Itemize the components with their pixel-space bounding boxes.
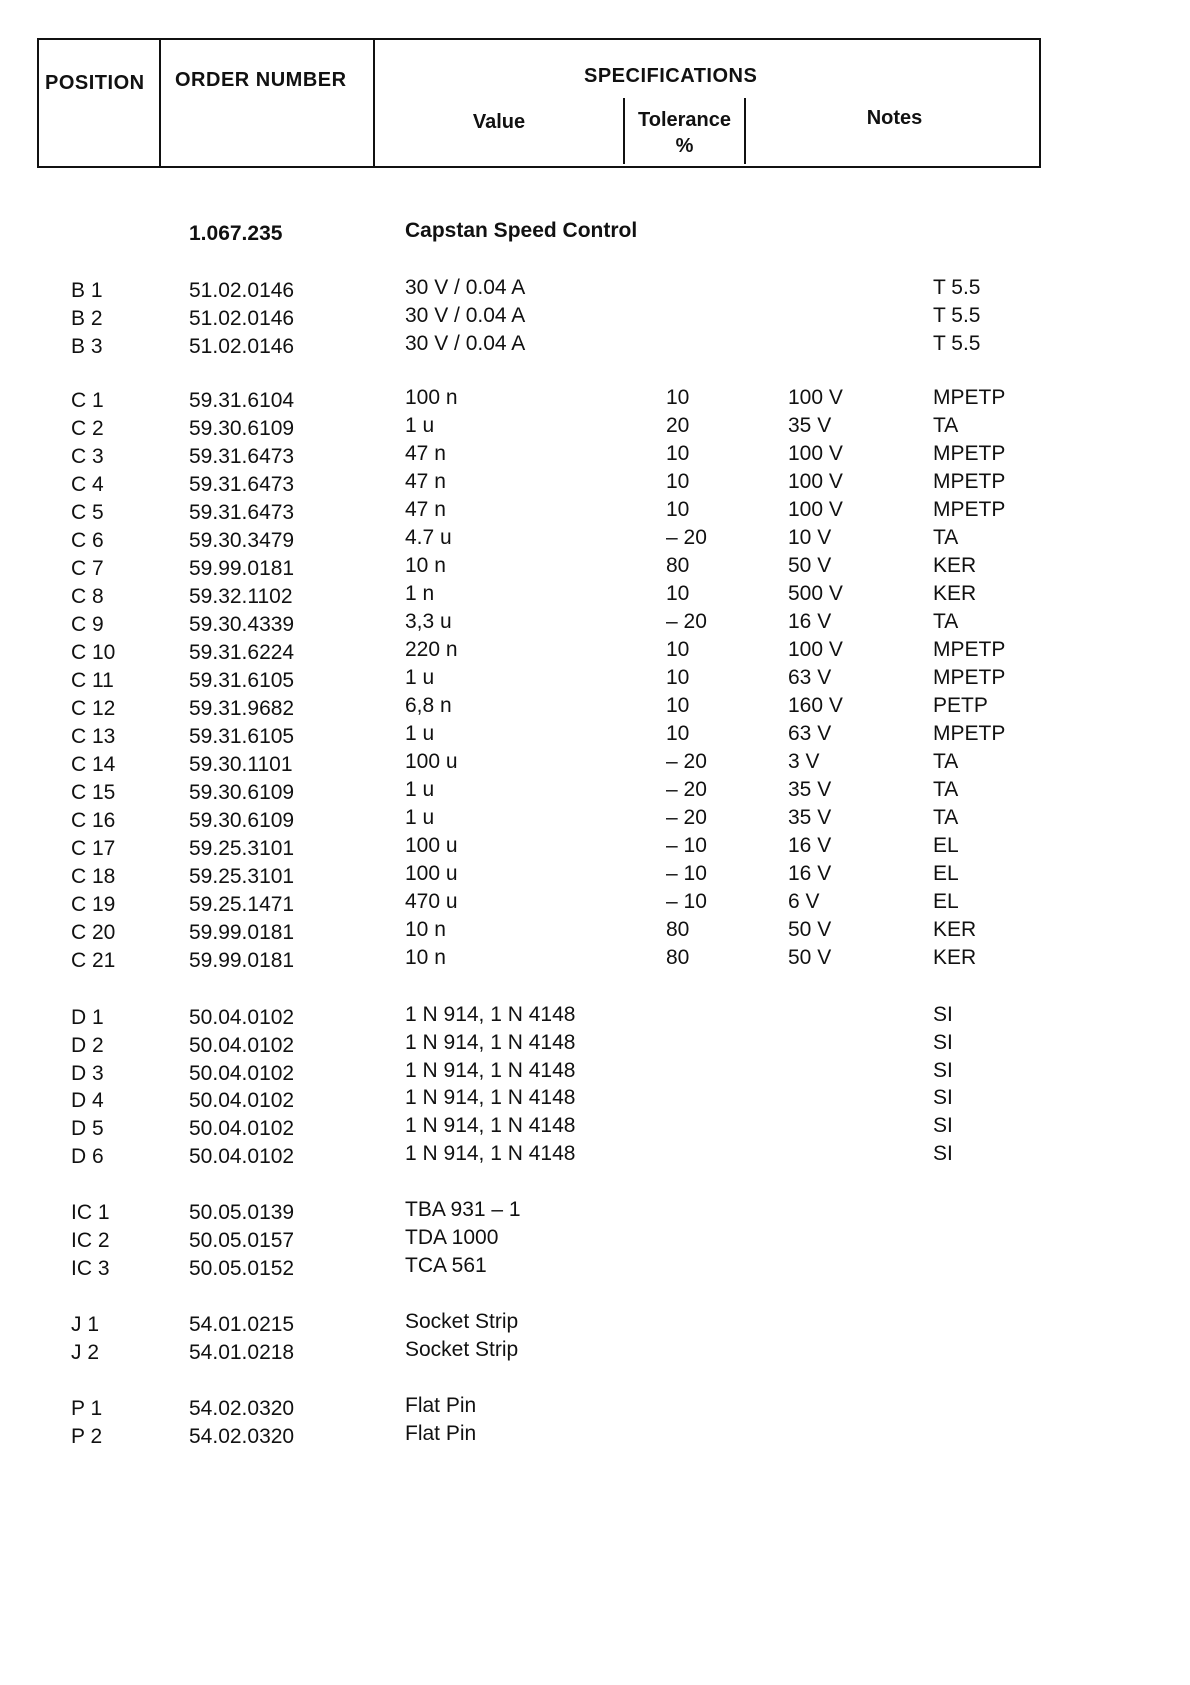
table-row [0,946,1190,977]
value-cell: 4.7 u [405,526,452,549]
table-row [0,276,1190,307]
value-cell: Flat Pin [405,1394,477,1417]
table-row [0,554,1190,585]
order-number-cell: 50.04.0102 [189,1006,295,1029]
value-cell: 3,3 u [405,610,452,633]
position-cell: C 12 [71,697,116,720]
table-row [0,442,1190,473]
value-cell: Socket Strip [405,1310,519,1333]
table-row [0,1422,1190,1453]
notes-cell: KER [933,582,977,605]
table-row [0,750,1190,781]
table-row [0,1310,1190,1341]
tolerance-cell: 10 [666,694,690,717]
order-number-cell: 59.30.6109 [189,417,295,440]
value-cell: 1 n [405,582,435,605]
assembly-name: Capstan Speed Control [405,219,638,242]
value-cell: 47 n [405,470,446,493]
tolerance-cell: – 20 [666,526,707,549]
order-number-cell: 59.31.9682 [189,697,295,720]
position-cell: IC 3 [71,1257,110,1280]
table-row [0,1114,1190,1145]
tolerance-cell: 10 [666,722,690,745]
position-cell: B 2 [71,307,103,330]
notes-cell: SI [933,1031,953,1054]
table-row [0,918,1190,949]
notes-cell: EL [933,862,959,885]
voltage-cell: 100 V [788,498,843,521]
order-number-cell: 54.02.0320 [189,1425,295,1448]
position-cell: C 18 [71,865,116,888]
value-cell: 100 n [405,386,458,409]
value-cell: 100 u [405,750,458,773]
value-cell: 6,8 n [405,694,452,717]
order-number-cell: 51.02.0146 [189,279,295,302]
notes-cell: MPETP [933,498,1006,521]
voltage-cell: 500 V [788,582,843,605]
position-cell: D 5 [71,1117,104,1140]
value-cell: TBA 931 – 1 [405,1198,521,1221]
position-cell: D 2 [71,1034,104,1057]
order-number-cell: 59.99.0181 [189,557,295,580]
notes-cell: PETP [933,694,988,717]
order-number-cell: 59.25.3101 [189,865,295,888]
notes-cell: TA [933,610,959,633]
table-row [0,778,1190,809]
notes-cell: T 5.5 [933,332,981,355]
voltage-cell: 63 V [788,666,832,689]
voltage-cell: 100 V [788,386,843,409]
voltage-cell: 160 V [788,694,843,717]
tolerance-cell: 10 [666,498,690,521]
notes-cell: MPETP [933,638,1006,661]
value-cell: 30 V / 0.04 A [405,276,526,299]
order-number-cell: 50.04.0102 [189,1089,295,1112]
order-number-cell: 50.05.0157 [189,1229,295,1252]
header-value: Value [472,111,526,133]
table-row [0,890,1190,921]
position-cell: C 4 [71,473,104,496]
tolerance-cell: 20 [666,414,690,437]
value-cell: 1 u [405,778,435,801]
voltage-cell: 35 V [788,806,832,829]
value-cell: 1 N 914, 1 N 4148 [405,1086,576,1109]
table-row [0,638,1190,669]
notes-cell: TA [933,526,959,549]
position-cell: C 16 [71,809,116,832]
notes-cell: SI [933,1059,953,1082]
value-cell: 470 u [405,890,458,913]
notes-cell: MPETP [933,386,1006,409]
table-row [0,414,1190,445]
tolerance-cell: 80 [666,946,690,969]
tolerance-cell: – 20 [666,750,707,773]
position-cell: C 21 [71,949,116,972]
order-number-cell: 51.02.0146 [189,335,295,358]
position-cell: IC 2 [71,1229,110,1252]
value-cell: 100 u [405,834,458,857]
position-cell: C 9 [71,613,104,636]
order-number-cell: 54.01.0218 [189,1341,295,1364]
order-number-cell: 59.25.3101 [189,837,295,860]
notes-cell: TA [933,414,959,437]
value-cell: 1 u [405,722,435,745]
position-cell: C 2 [71,417,104,440]
notes-cell: SI [933,1114,953,1137]
position-cell: C 17 [71,837,116,860]
table-row [0,722,1190,753]
order-number-cell: 54.01.0215 [189,1313,295,1336]
order-number-cell: 59.30.1101 [189,753,293,776]
table-row [0,806,1190,837]
order-number-cell: 50.04.0102 [189,1117,295,1140]
order-number-cell: 59.31.6224 [189,641,295,664]
notes-cell: TA [933,778,959,801]
position-cell: C 3 [71,445,104,468]
value-cell: 100 u [405,862,458,885]
tolerance-cell: 80 [666,918,690,941]
voltage-cell: 63 V [788,722,832,745]
tolerance-cell: – 10 [666,834,707,857]
tolerance-cell: – 20 [666,806,707,829]
notes-cell: TA [933,806,959,829]
tolerance-cell: – 20 [666,610,707,633]
voltage-cell: 3 V [788,750,820,773]
order-number-cell: 59.25.1471 [189,893,295,916]
order-number-cell: 59.99.0181 [189,949,295,972]
table-row [0,1254,1190,1285]
table-row [0,1142,1190,1173]
notes-cell: T 5.5 [933,276,981,299]
voltage-cell: 100 V [788,442,843,465]
value-cell: 1 N 914, 1 N 4148 [405,1142,576,1165]
voltage-cell: 50 V [788,554,832,577]
table-row [0,1003,1190,1034]
position-cell: C 6 [71,529,104,552]
header-position: POSITION [45,72,145,94]
table-row [0,1198,1190,1229]
header-tolerance: Tolerance [638,109,731,131]
order-number-cell: 54.02.0320 [189,1397,295,1420]
position-cell: C 8 [71,585,104,608]
position-cell: C 1 [71,389,104,412]
order-number-cell: 50.04.0102 [189,1062,295,1085]
order-number-cell: 50.04.0102 [189,1034,295,1057]
table-header [37,38,1041,168]
voltage-cell: 50 V [788,918,832,941]
position-cell: D 3 [71,1062,104,1085]
table-row [0,526,1190,557]
order-number-cell: 50.04.0102 [189,1145,295,1168]
order-number-cell: 59.30.4339 [189,613,295,636]
position-cell: C 13 [71,725,116,748]
notes-cell: T 5.5 [933,304,981,327]
position-cell: D 4 [71,1089,104,1112]
position-cell: C 19 [71,893,116,916]
voltage-cell: 50 V [788,946,832,969]
table-row [0,1031,1190,1062]
notes-cell: EL [933,890,959,913]
value-cell: 1 N 914, 1 N 4148 [405,1031,576,1054]
notes-cell: EL [933,834,959,857]
value-cell: 47 n [405,442,446,465]
notes-cell: KER [933,918,977,941]
value-cell: TCA 561 [405,1254,487,1277]
tolerance-cell: 10 [666,470,690,493]
table-row [0,1226,1190,1257]
position-cell: J 2 [71,1341,100,1364]
value-cell: 1 u [405,806,435,829]
tolerance-cell: 10 [666,666,690,689]
header-tolerance-unit: % [675,135,694,157]
order-number-cell: 59.99.0181 [189,921,295,944]
notes-cell: MPETP [933,722,1006,745]
voltage-cell: 35 V [788,414,832,437]
order-number-cell: 59.31.6473 [189,473,295,496]
value-cell: 1 N 914, 1 N 4148 [405,1003,576,1026]
order-number-cell: 59.31.6104 [189,389,295,412]
order-number-cell: 59.30.6109 [189,809,295,832]
voltage-cell: 35 V [788,778,832,801]
value-cell: 30 V / 0.04 A [405,332,526,355]
tolerance-cell: 10 [666,638,690,661]
value-cell: 220 n [405,638,458,661]
voltage-cell: 100 V [788,638,843,661]
tolerance-cell: – 10 [666,862,707,885]
voltage-cell: 6 V [788,890,820,913]
header-notes: Notes [866,107,923,129]
order-number-cell: 51.02.0146 [189,307,295,330]
tolerance-cell: 10 [666,442,690,465]
position-cell: C 20 [71,921,116,944]
order-number-cell: 50.05.0139 [189,1201,295,1224]
position-cell: D 6 [71,1145,104,1168]
table-row [0,386,1190,417]
value-cell: 10 n [405,918,446,941]
position-cell: D 1 [71,1006,104,1029]
voltage-cell: 16 V [788,834,832,857]
assembly-order-number: 1.067.235 [189,222,283,245]
table-row [0,694,1190,725]
position-cell: P 1 [71,1397,103,1420]
tolerance-cell: 10 [666,582,690,605]
value-cell: 30 V / 0.04 A [405,304,526,327]
header-divider [159,40,161,166]
position-cell: J 1 [71,1313,100,1336]
tolerance-cell: 10 [666,386,690,409]
header-order-number: ORDER NUMBER [175,69,347,91]
voltage-cell: 100 V [788,470,843,493]
header-specifications: SPECIFICATIONS [584,65,758,87]
value-cell: 1 N 914, 1 N 4148 [405,1114,576,1137]
notes-cell: MPETP [933,666,1006,689]
voltage-cell: 16 V [788,862,832,885]
value-cell: Socket Strip [405,1338,519,1361]
position-cell: P 2 [71,1425,103,1448]
tolerance-cell: – 20 [666,778,707,801]
notes-cell: SI [933,1142,953,1165]
value-cell: 1 N 914, 1 N 4148 [405,1059,576,1082]
position-cell: C 15 [71,781,116,804]
table-row [0,862,1190,893]
voltage-cell: 10 V [788,526,832,549]
position-cell: C 14 [71,753,116,776]
order-number-cell: 59.31.6473 [189,445,295,468]
table-row [0,1059,1190,1090]
notes-cell: KER [933,946,977,969]
order-number-cell: 59.31.6105 [189,669,295,692]
position-cell: B 3 [71,335,103,358]
table-row [0,1086,1190,1117]
position-cell: C 5 [71,501,104,524]
notes-cell: MPETP [933,442,1006,465]
order-number-cell: 50.05.0152 [189,1257,295,1280]
table-row [0,1394,1190,1425]
notes-cell: SI [933,1086,953,1109]
order-number-cell: 59.30.3479 [189,529,295,552]
position-cell: C 11 [71,669,114,692]
voltage-cell: 16 V [788,610,832,633]
value-cell: 47 n [405,498,446,521]
table-row [0,498,1190,529]
position-cell: C 10 [71,641,116,664]
notes-cell: SI [933,1003,953,1026]
position-cell: C 7 [71,557,104,580]
value-cell: Flat Pin [405,1422,477,1445]
header-divider [373,40,375,166]
table-row [0,304,1190,335]
order-number-cell: 59.31.6473 [189,501,295,524]
tolerance-cell: – 10 [666,890,707,913]
table-row [0,582,1190,613]
notes-cell: MPETP [933,470,1006,493]
notes-cell: KER [933,554,977,577]
value-cell: 10 n [405,554,446,577]
order-number-cell: 59.32.1102 [189,585,293,608]
position-cell: B 1 [71,279,103,302]
table-row [0,470,1190,501]
value-cell: 1 u [405,414,435,437]
table-row [0,332,1190,363]
order-number-cell: 59.31.6105 [189,725,295,748]
table-row [0,610,1190,641]
order-number-cell: 59.30.6109 [189,781,295,804]
table-row [0,1338,1190,1369]
value-cell: 10 n [405,946,446,969]
value-cell: TDA 1000 [405,1226,499,1249]
table-row [0,834,1190,865]
tolerance-cell: 80 [666,554,690,577]
table-row [0,666,1190,697]
assembly-title-row [0,219,1190,250]
position-cell: IC 1 [71,1201,110,1224]
notes-cell: TA [933,750,959,773]
value-cell: 1 u [405,666,435,689]
